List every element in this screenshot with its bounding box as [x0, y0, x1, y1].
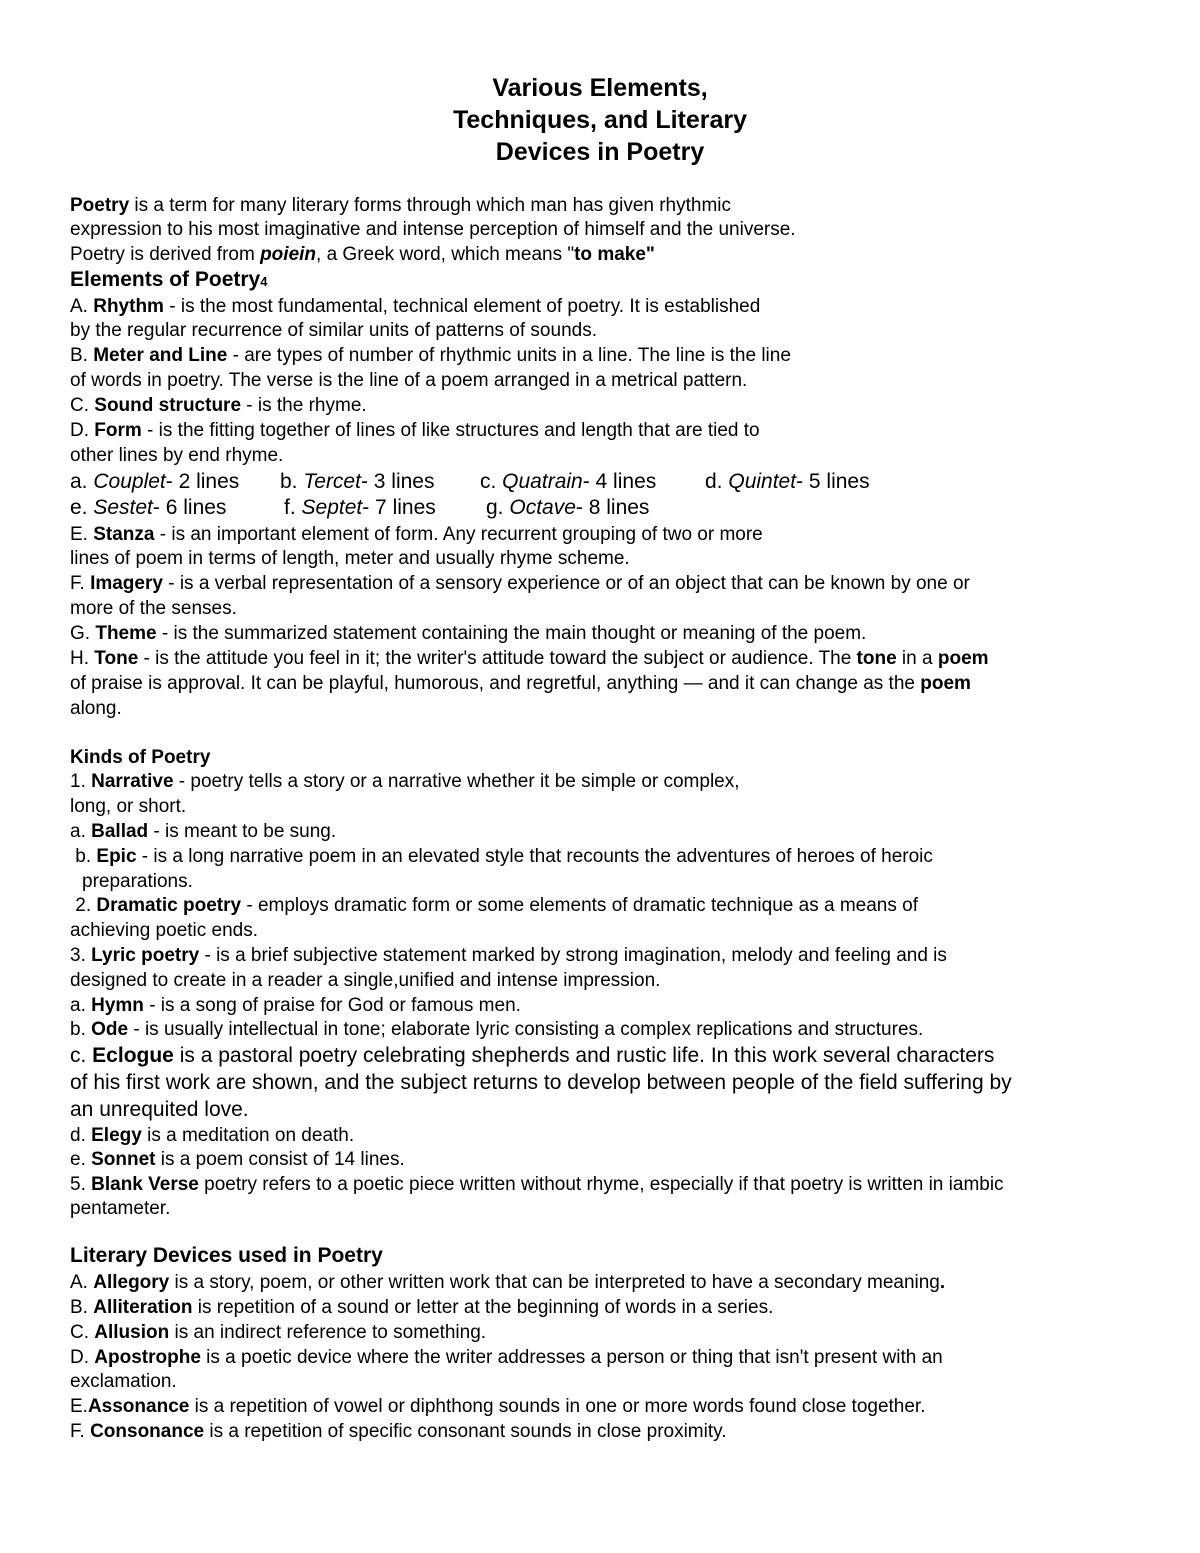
kind-elegy: d. Elegy is a meditation on death.	[70, 1125, 355, 1146]
kinds-heading: Kinds of Poetry	[70, 747, 211, 768]
intro-line-2: expression to his most imaginative and intense perception of himself and the universe.	[70, 219, 796, 240]
kind-ode: b. Ode - is usually intellectual in tone; elaborate lyric consisting a complex replications and structures.	[70, 1019, 924, 1040]
element-stanza-cont: lines of poem in terms of length, meter and usually rhyme scheme.	[70, 548, 630, 569]
element-meter: B. Meter and Line - are types of number of rhythmic units in a line. The line is the line	[70, 345, 791, 366]
kind-blank-verse-cont: pentameter.	[70, 1198, 171, 1219]
device-alliteration: B. Alliteration is repetition of a sound or letter at the beginning of words in a series.	[70, 1297, 774, 1318]
device-apostrophe: D. Apostrophe is a poetic device where the writer addresses a person or thing that isn't present with an	[70, 1347, 943, 1368]
kind-blank-verse: 5. Blank Verse poetry refers to a poetic piece written without rhyme, especially if that poetry is written in iambic	[70, 1174, 1004, 1195]
element-tone-cont-1: of praise is approval. It can be playful, humorous, and regretful, anything — and it can change as the poem	[70, 673, 971, 694]
device-apostrophe-cont: exclamation.	[70, 1371, 177, 1392]
title-line-3: Devices in Poetry	[495, 138, 705, 166]
kind-epic-cont: preparations.	[82, 871, 193, 892]
device-assonance: E.Assonance is a repetition of vowel or diphthong sounds in one or more words found close together.	[70, 1396, 926, 1417]
element-tone-cont-2: along.	[70, 698, 122, 719]
element-imagery: F. Imagery - is a verbal representation of a sensory experience or of an object that can be known by one or	[70, 573, 970, 594]
title-line-2: Techniques, and Literary	[452, 106, 748, 134]
element-sound: C. Sound structure - is the rhyme.	[70, 395, 367, 416]
element-stanza: E. Stanza - is an important element of form. Any recurrent grouping of two or more	[70, 524, 763, 545]
term-poetry: Poetry	[70, 195, 130, 216]
kind-eclogue-cont-1: of his first work are shown, and the subject returns to develop between people of the field suffering by	[70, 1071, 1012, 1094]
devices-heading: Literary Devices used in Poetry	[70, 1244, 383, 1267]
element-rhythm-cont: by the regular recurrence of similar units of patterns of sounds.	[70, 320, 597, 341]
term-to-make: to make"	[574, 244, 655, 265]
element-theme: G. Theme - is the summarized statement containing the main thought or meaning of the poem.	[70, 623, 867, 644]
kind-narrative-cont: long, or short.	[70, 796, 187, 817]
kind-narrative: 1. Narrative - poetry tells a story or a narrative whether it be simple or complex,	[70, 771, 740, 792]
device-consonance: F. Consonance is a repetition of specific consonant sounds in close proximity.	[70, 1421, 727, 1442]
element-rhythm: A. Rhythm - is the most fundamental, technical element of poetry. It is established	[70, 296, 761, 317]
title-line-1: Various Elements,	[492, 74, 708, 102]
forms-row-2: e. Sestet- 6 lines f. Septet- 7 lines g. Octave- 8 lines	[70, 496, 650, 519]
kind-lyric-cont: designed to create in a reader a single,unified and intense impression.	[70, 970, 661, 991]
element-imagery-cont: more of the senses.	[70, 598, 237, 619]
element-meter-cont: of words in poetry. The verse is the line of a poem arranged in a metrical pattern.	[70, 370, 748, 391]
forms-row-1: a. Couplet- 2 lines b. Tercet- 3 lines c. Quatrain- 4 lines d. Quintet- 5 lines	[70, 470, 870, 493]
element-tone: H. Tone - is the attitude you feel in it; the writer's attitude toward the subject or audience. The tone in a poem	[70, 648, 989, 669]
kind-epic: b. Epic - is a long narrative poem in an elevated style that recounts the adventures of heroes of heroic	[70, 846, 933, 867]
element-form: D. Form - is the fitting together of lines of like structures and length that are tied to	[70, 420, 760, 441]
intro-line-1: Poetry is a term for many literary forms through which man has given rhythmic	[70, 195, 732, 216]
kind-eclogue: c. Eclogue is a pastoral poetry celebrating shepherds and rustic life. In this work several characters	[70, 1044, 995, 1067]
kind-ballad: a. Ballad - is meant to be sung.	[70, 821, 337, 842]
kind-sonnet: e. Sonnet is a poem consist of 14 lines.	[70, 1149, 405, 1170]
device-allegory: A. Allegory is a story, poem, or other written work that can be interpreted to have a secondary meaning.	[70, 1272, 946, 1293]
kind-eclogue-cont-2: an unrequited love.	[70, 1098, 249, 1121]
kind-lyric: 3. Lyric poetry - is a brief subjective statement marked by strong imagination, melody and feeling and is	[70, 945, 947, 966]
kind-hymn: a. Hymn - is a song of praise for God or famous men.	[70, 995, 521, 1016]
kind-dramatic-cont: achieving poetic ends.	[70, 920, 259, 941]
intro-line-3: Poetry is derived from poiein, a Greek word, which means "to make"	[70, 244, 655, 265]
elements-heading: Elements of Poetry4	[70, 268, 268, 291]
element-form-cont: other lines by end rhyme.	[70, 445, 284, 466]
device-allusion: C. Allusion is an indirect reference to something.	[70, 1322, 487, 1343]
kind-dramatic: 2. Dramatic poetry - employs dramatic form or some elements of dramatic technique as a means of	[70, 895, 918, 916]
term-poiein: poiein	[260, 244, 317, 265]
